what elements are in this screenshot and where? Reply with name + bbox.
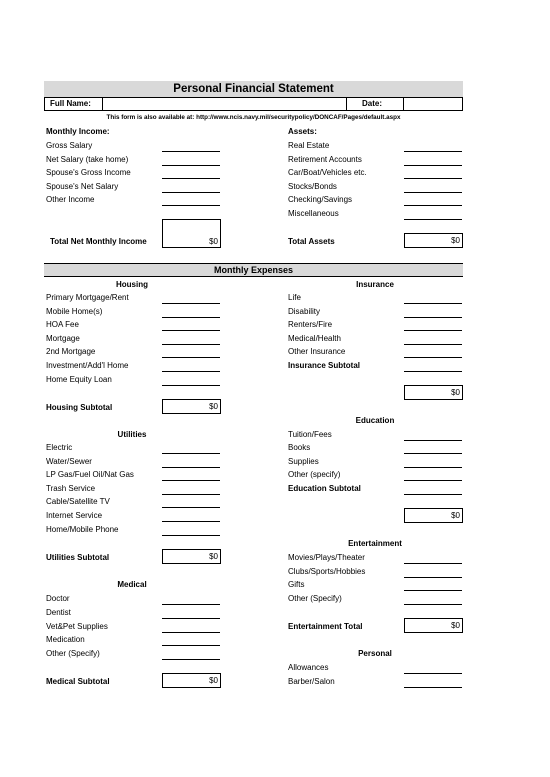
income-item: Other Income bbox=[46, 195, 95, 204]
housing-item: Investment/Add'l Home bbox=[46, 361, 129, 370]
entertainment-input-line[interactable] bbox=[404, 604, 462, 605]
monthly-income-heading: Monthly Income: bbox=[46, 127, 110, 136]
entertainment-total-label: Entertainment Total bbox=[288, 622, 363, 631]
housing-item: Home Equity Loan bbox=[46, 375, 112, 384]
utilities-input-line[interactable] bbox=[162, 535, 220, 536]
total-assets-value: $0 bbox=[404, 233, 463, 248]
medical-item: Other (Specify) bbox=[46, 649, 100, 658]
asset-input-line[interactable] bbox=[404, 219, 462, 220]
utilities-heading: Utilities bbox=[117, 430, 147, 439]
personal-heading: Personal bbox=[358, 649, 392, 658]
insurance-item: Other Insurance bbox=[288, 347, 346, 356]
medical-item: Dentist bbox=[46, 608, 71, 617]
housing-subtotal-value: $0 bbox=[162, 399, 221, 414]
asset-input-line[interactable] bbox=[404, 151, 462, 152]
medical-item: Vet&Pet Supplies bbox=[46, 622, 108, 631]
income-input-line[interactable] bbox=[162, 165, 220, 166]
entertainment-input-line[interactable] bbox=[404, 563, 462, 564]
education-subtotal-label: Education Subtotal bbox=[288, 484, 361, 493]
education-input-line[interactable] bbox=[404, 467, 462, 468]
date-field[interactable] bbox=[403, 97, 463, 111]
housing-item: HOA Fee bbox=[46, 320, 79, 329]
utilities-subtotal-value: $0 bbox=[162, 549, 221, 564]
income-item: Spouse's Gross Income bbox=[46, 168, 131, 177]
education-item: Tuition/Fees bbox=[288, 430, 332, 439]
income-input-line[interactable] bbox=[162, 205, 220, 206]
housing-item: Mobile Home(s) bbox=[46, 307, 103, 316]
entertainment-item: Gifts bbox=[288, 580, 305, 589]
entertainment-item: Movies/Plays/Theater bbox=[288, 553, 365, 562]
income-input-line[interactable] bbox=[162, 151, 220, 152]
full-name-label: Full Name: bbox=[50, 99, 91, 108]
medical-subtotal-value: $0 bbox=[162, 673, 221, 688]
asset-input-line[interactable] bbox=[404, 165, 462, 166]
medical-item: Medication bbox=[46, 635, 85, 644]
asset-item: Real Estate bbox=[288, 141, 330, 150]
insurance-subtotal-label: Insurance Subtotal bbox=[288, 361, 361, 370]
personal-item: Barber/Salon bbox=[288, 677, 335, 686]
housing-subtotal-label: Housing Subtotal bbox=[46, 403, 113, 412]
utilities-input-line[interactable] bbox=[162, 494, 220, 495]
asset-input-line[interactable] bbox=[404, 205, 462, 206]
form-availability-note: This form is also available at: http://www.ncis.navy.mil/securitypolicy/DONCAF/Pages/default.aspx bbox=[106, 114, 401, 121]
utilities-item: Cable/Satellite TV bbox=[46, 497, 110, 506]
housing-item: Mortgage bbox=[46, 334, 80, 343]
utilities-item: Internet Service bbox=[46, 511, 103, 520]
asset-input-line[interactable] bbox=[404, 178, 462, 179]
asset-item: Retirement Accounts bbox=[288, 155, 362, 164]
date-label: Date: bbox=[362, 99, 383, 108]
page-title: Personal Financial Statement bbox=[44, 81, 463, 97]
entertainment-input-line[interactable] bbox=[404, 577, 462, 578]
asset-item: Car/Boat/Vehicles etc. bbox=[288, 168, 367, 177]
total-income-label: Total Net Monthly Income bbox=[50, 237, 147, 246]
utilities-item: Water/Sewer bbox=[46, 457, 92, 466]
medical-input-line[interactable] bbox=[162, 618, 220, 619]
utilities-item: Home/Mobile Phone bbox=[46, 525, 119, 534]
utilities-input-line[interactable] bbox=[162, 521, 220, 522]
education-item: Supplies bbox=[288, 457, 319, 466]
utilities-input-line[interactable] bbox=[162, 453, 220, 454]
insurance-input-line[interactable] bbox=[404, 330, 462, 331]
income-item: Gross Salary bbox=[46, 141, 93, 150]
monthly-expenses-heading: Monthly Expenses bbox=[44, 263, 463, 277]
full-name-field[interactable] bbox=[102, 97, 347, 111]
insurance-item: Life bbox=[288, 293, 301, 302]
insurance-input-line[interactable] bbox=[404, 344, 462, 345]
medical-input-line[interactable] bbox=[162, 604, 220, 605]
insurance-input-line[interactable] bbox=[404, 357, 462, 358]
income-item: Net Salary (take home) bbox=[46, 155, 129, 164]
education-item: Other (specify) bbox=[288, 470, 341, 479]
housing-input-line[interactable] bbox=[162, 357, 220, 358]
medical-input-line[interactable] bbox=[162, 632, 220, 633]
entertainment-item: Other (Specify) bbox=[288, 594, 342, 603]
entertainment-heading: Entertainment bbox=[348, 539, 402, 548]
total-income-value: $0 bbox=[162, 219, 221, 248]
insurance-input-line[interactable] bbox=[404, 303, 462, 304]
entertainment-item: Clubs/Sports/Hobbies bbox=[288, 567, 366, 576]
asset-item: Stocks/Bonds bbox=[288, 182, 337, 191]
insurance-subtotal-value: $0 bbox=[404, 385, 463, 400]
medical-input-line[interactable] bbox=[162, 659, 220, 660]
housing-input-line[interactable] bbox=[162, 385, 220, 386]
personal-item: Allowances bbox=[288, 663, 329, 672]
housing-item: Primary Mortgage/Rent bbox=[46, 293, 129, 302]
insurance-input-line[interactable] bbox=[404, 371, 462, 372]
utilities-item: LP Gas/Fuel Oil/Nat Gas bbox=[46, 470, 134, 479]
total-assets-label: Total Assets bbox=[288, 237, 335, 246]
housing-item: 2nd Mortgage bbox=[46, 347, 96, 356]
medical-subtotal-label: Medical Subtotal bbox=[46, 677, 110, 686]
housing-input-line[interactable] bbox=[162, 371, 220, 372]
education-heading: Education bbox=[355, 416, 395, 425]
education-input-line[interactable] bbox=[404, 494, 462, 495]
utilities-item: Electric bbox=[46, 443, 73, 452]
education-input-line[interactable] bbox=[404, 453, 462, 454]
asset-input-line[interactable] bbox=[404, 192, 462, 193]
income-item: Spouse's Net Salary bbox=[46, 182, 119, 191]
personal-input-line[interactable] bbox=[404, 687, 462, 688]
medical-heading: Medical bbox=[117, 580, 147, 589]
utilities-input-line[interactable] bbox=[162, 507, 220, 508]
personal-input-line[interactable] bbox=[404, 673, 462, 674]
insurance-item: Renters/Fire bbox=[288, 320, 333, 329]
medical-input-line[interactable] bbox=[162, 645, 220, 646]
medical-item: Doctor bbox=[46, 594, 70, 603]
housing-input-line[interactable] bbox=[162, 330, 220, 331]
education-item: Books bbox=[288, 443, 311, 452]
housing-input-line[interactable] bbox=[162, 317, 220, 318]
income-input-line[interactable] bbox=[162, 178, 220, 179]
insurance-item: Medical/Health bbox=[288, 334, 341, 343]
income-input-line[interactable] bbox=[162, 192, 220, 193]
housing-input-line[interactable] bbox=[162, 303, 220, 304]
utilities-subtotal-label: Utilities Subtotal bbox=[46, 553, 110, 562]
insurance-input-line[interactable] bbox=[404, 317, 462, 318]
insurance-item: Disability bbox=[288, 307, 321, 316]
entertainment-total-value: $0 bbox=[404, 618, 463, 633]
asset-item: Miscellaneous bbox=[288, 209, 339, 218]
entertainment-input-line[interactable] bbox=[404, 590, 462, 591]
assets-heading: Assets: bbox=[288, 127, 317, 136]
housing-heading: Housing bbox=[116, 280, 148, 289]
utilities-input-line[interactable] bbox=[162, 467, 220, 468]
education-subtotal-value: $0 bbox=[404, 508, 463, 523]
utilities-input-line[interactable] bbox=[162, 480, 220, 481]
education-input-line[interactable] bbox=[404, 480, 462, 481]
asset-item: Checking/Savings bbox=[288, 195, 353, 204]
utilities-item: Trash Service bbox=[46, 484, 96, 493]
insurance-heading: Insurance bbox=[356, 280, 394, 289]
housing-input-line[interactable] bbox=[162, 344, 220, 345]
education-input-line[interactable] bbox=[404, 440, 462, 441]
